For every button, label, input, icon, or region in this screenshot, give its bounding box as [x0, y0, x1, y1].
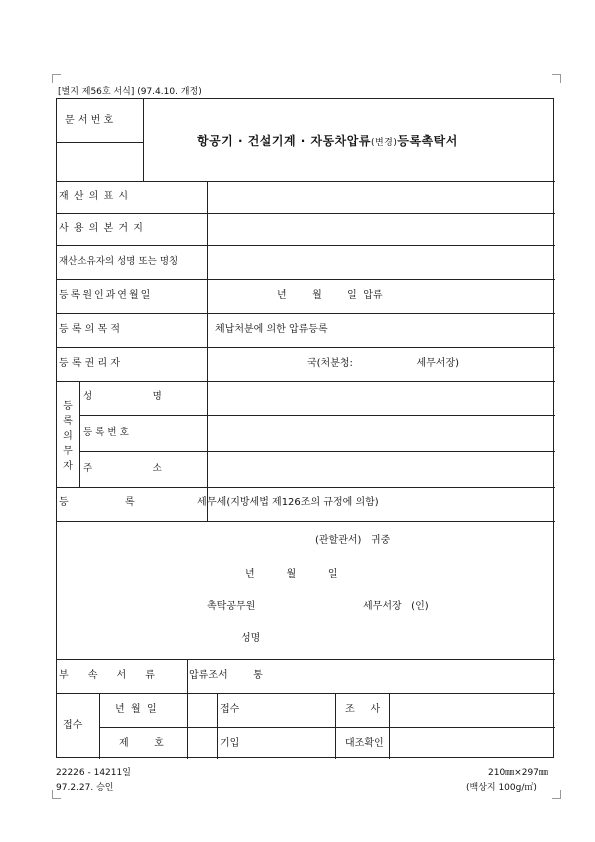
rule-body-bottom: [57, 659, 555, 660]
cause-label: 등록원인과연월일: [59, 290, 153, 301]
purpose-value: 체납처분에 의한 압류등록: [215, 324, 328, 335]
receipt-no-label: 제 호: [119, 738, 164, 749]
form-number-note: [별지 제56호 서식] (97.4.10. 개정): [58, 87, 202, 97]
base-label: 사 용 의 본 거 지: [59, 223, 144, 234]
rule-regno-bottom: [79, 451, 555, 452]
obligor-address-label: 주 소: [83, 463, 162, 474]
tax-value: 무세(지방세법 제126조의 규정에 의함): [207, 497, 379, 508]
holder-value: 국(처분청: 세무서장): [307, 358, 460, 369]
rule-receipt-recv-column: [217, 693, 218, 759]
obligor-regno-label: 등 록 번 호: [83, 427, 129, 438]
attachments-value: 압류조서 통: [189, 670, 263, 681]
footer-approval-date: 97.2.27. 승인: [56, 783, 114, 793]
receipt-investigate: 조 사: [345, 704, 381, 715]
tax-label-right: 세: [197, 497, 207, 508]
rule-receipt-middle: [99, 727, 555, 728]
obligor-label: 등록의무자: [63, 401, 73, 472]
official-label: 촉탁공무원: [207, 601, 256, 612]
receipt-label: 접수: [63, 720, 83, 731]
crop-mark-top-left: [52, 74, 61, 83]
purpose-label: 등 록 의 목 적: [59, 324, 121, 335]
rule-owner-bottom: [57, 279, 555, 280]
rule-address-bottom: [57, 487, 555, 488]
crop-mark-bottom-right: [552, 790, 561, 799]
form-title-tail: 등록촉탁서: [397, 134, 458, 148]
rule-label-column: [207, 181, 208, 521]
rule-obligor-column: [79, 381, 80, 487]
rule-doc-number: [57, 142, 143, 143]
owner-label: 재산소유자의 성명 또는 명칭: [59, 256, 179, 267]
receipt-check: 대조확인: [345, 738, 384, 749]
property-label: 재 산 의 표 시: [59, 191, 130, 202]
receipt-date-label: 년 월 일: [115, 704, 157, 715]
form-title: [197, 135, 458, 149]
rule-receipt-date-column: [187, 693, 188, 759]
rule-header-bottom: [57, 181, 555, 182]
rule-receipt-label-column: [99, 693, 100, 759]
footer-paper-size: 210㎜×297㎜: [488, 768, 548, 778]
holder-label: 등 록 권 리 자: [59, 358, 121, 369]
request-date: 년 월 일: [245, 569, 338, 580]
rule-purpose-bottom: [57, 347, 555, 348]
attachments-label: 부 속 서 류: [59, 670, 155, 681]
rule-doc-number-right: [143, 99, 144, 181]
form-title-paren: (변경): [370, 138, 398, 148]
cause-value: 년 월 일 압류: [277, 290, 383, 301]
signature-label: 성명: [241, 633, 261, 644]
chief-seal: 세무서장 (인): [363, 601, 429, 612]
tax-label-mid: 록: [125, 497, 135, 508]
doc-number-label: 문 서 번 호: [65, 115, 114, 126]
receipt-recv: 접수: [220, 704, 240, 715]
tax-label-left: 등: [59, 497, 69, 508]
receipt-entry: 기입: [220, 738, 240, 749]
rule-tax-bottom: [57, 521, 555, 522]
rule-receipt-mid-column: [335, 693, 336, 759]
crop-mark-top-right: [552, 74, 561, 83]
footer-paper-spec: (백상지 100g/㎡): [466, 783, 537, 793]
rule-name-bottom: [79, 415, 555, 416]
rule-attach-column: [187, 659, 188, 693]
rule-attach-bottom: [57, 693, 555, 694]
rule-receipt-check-column: [389, 693, 390, 759]
rule-holder-bottom: [57, 381, 555, 382]
rule-cause-bottom: [57, 313, 555, 314]
rule-property-bottom: [57, 213, 555, 214]
obligor-name-label: 성 명: [83, 391, 162, 402]
recipient-line: (관할관서) 귀중: [315, 535, 391, 546]
registration-request-form: [56, 98, 554, 758]
form-title-main: 항공기 · 건설기계 · 자동차압류: [197, 134, 371, 148]
rule-base-bottom: [57, 245, 555, 246]
footer-approval-number: 22226 - 14211일: [56, 768, 131, 778]
